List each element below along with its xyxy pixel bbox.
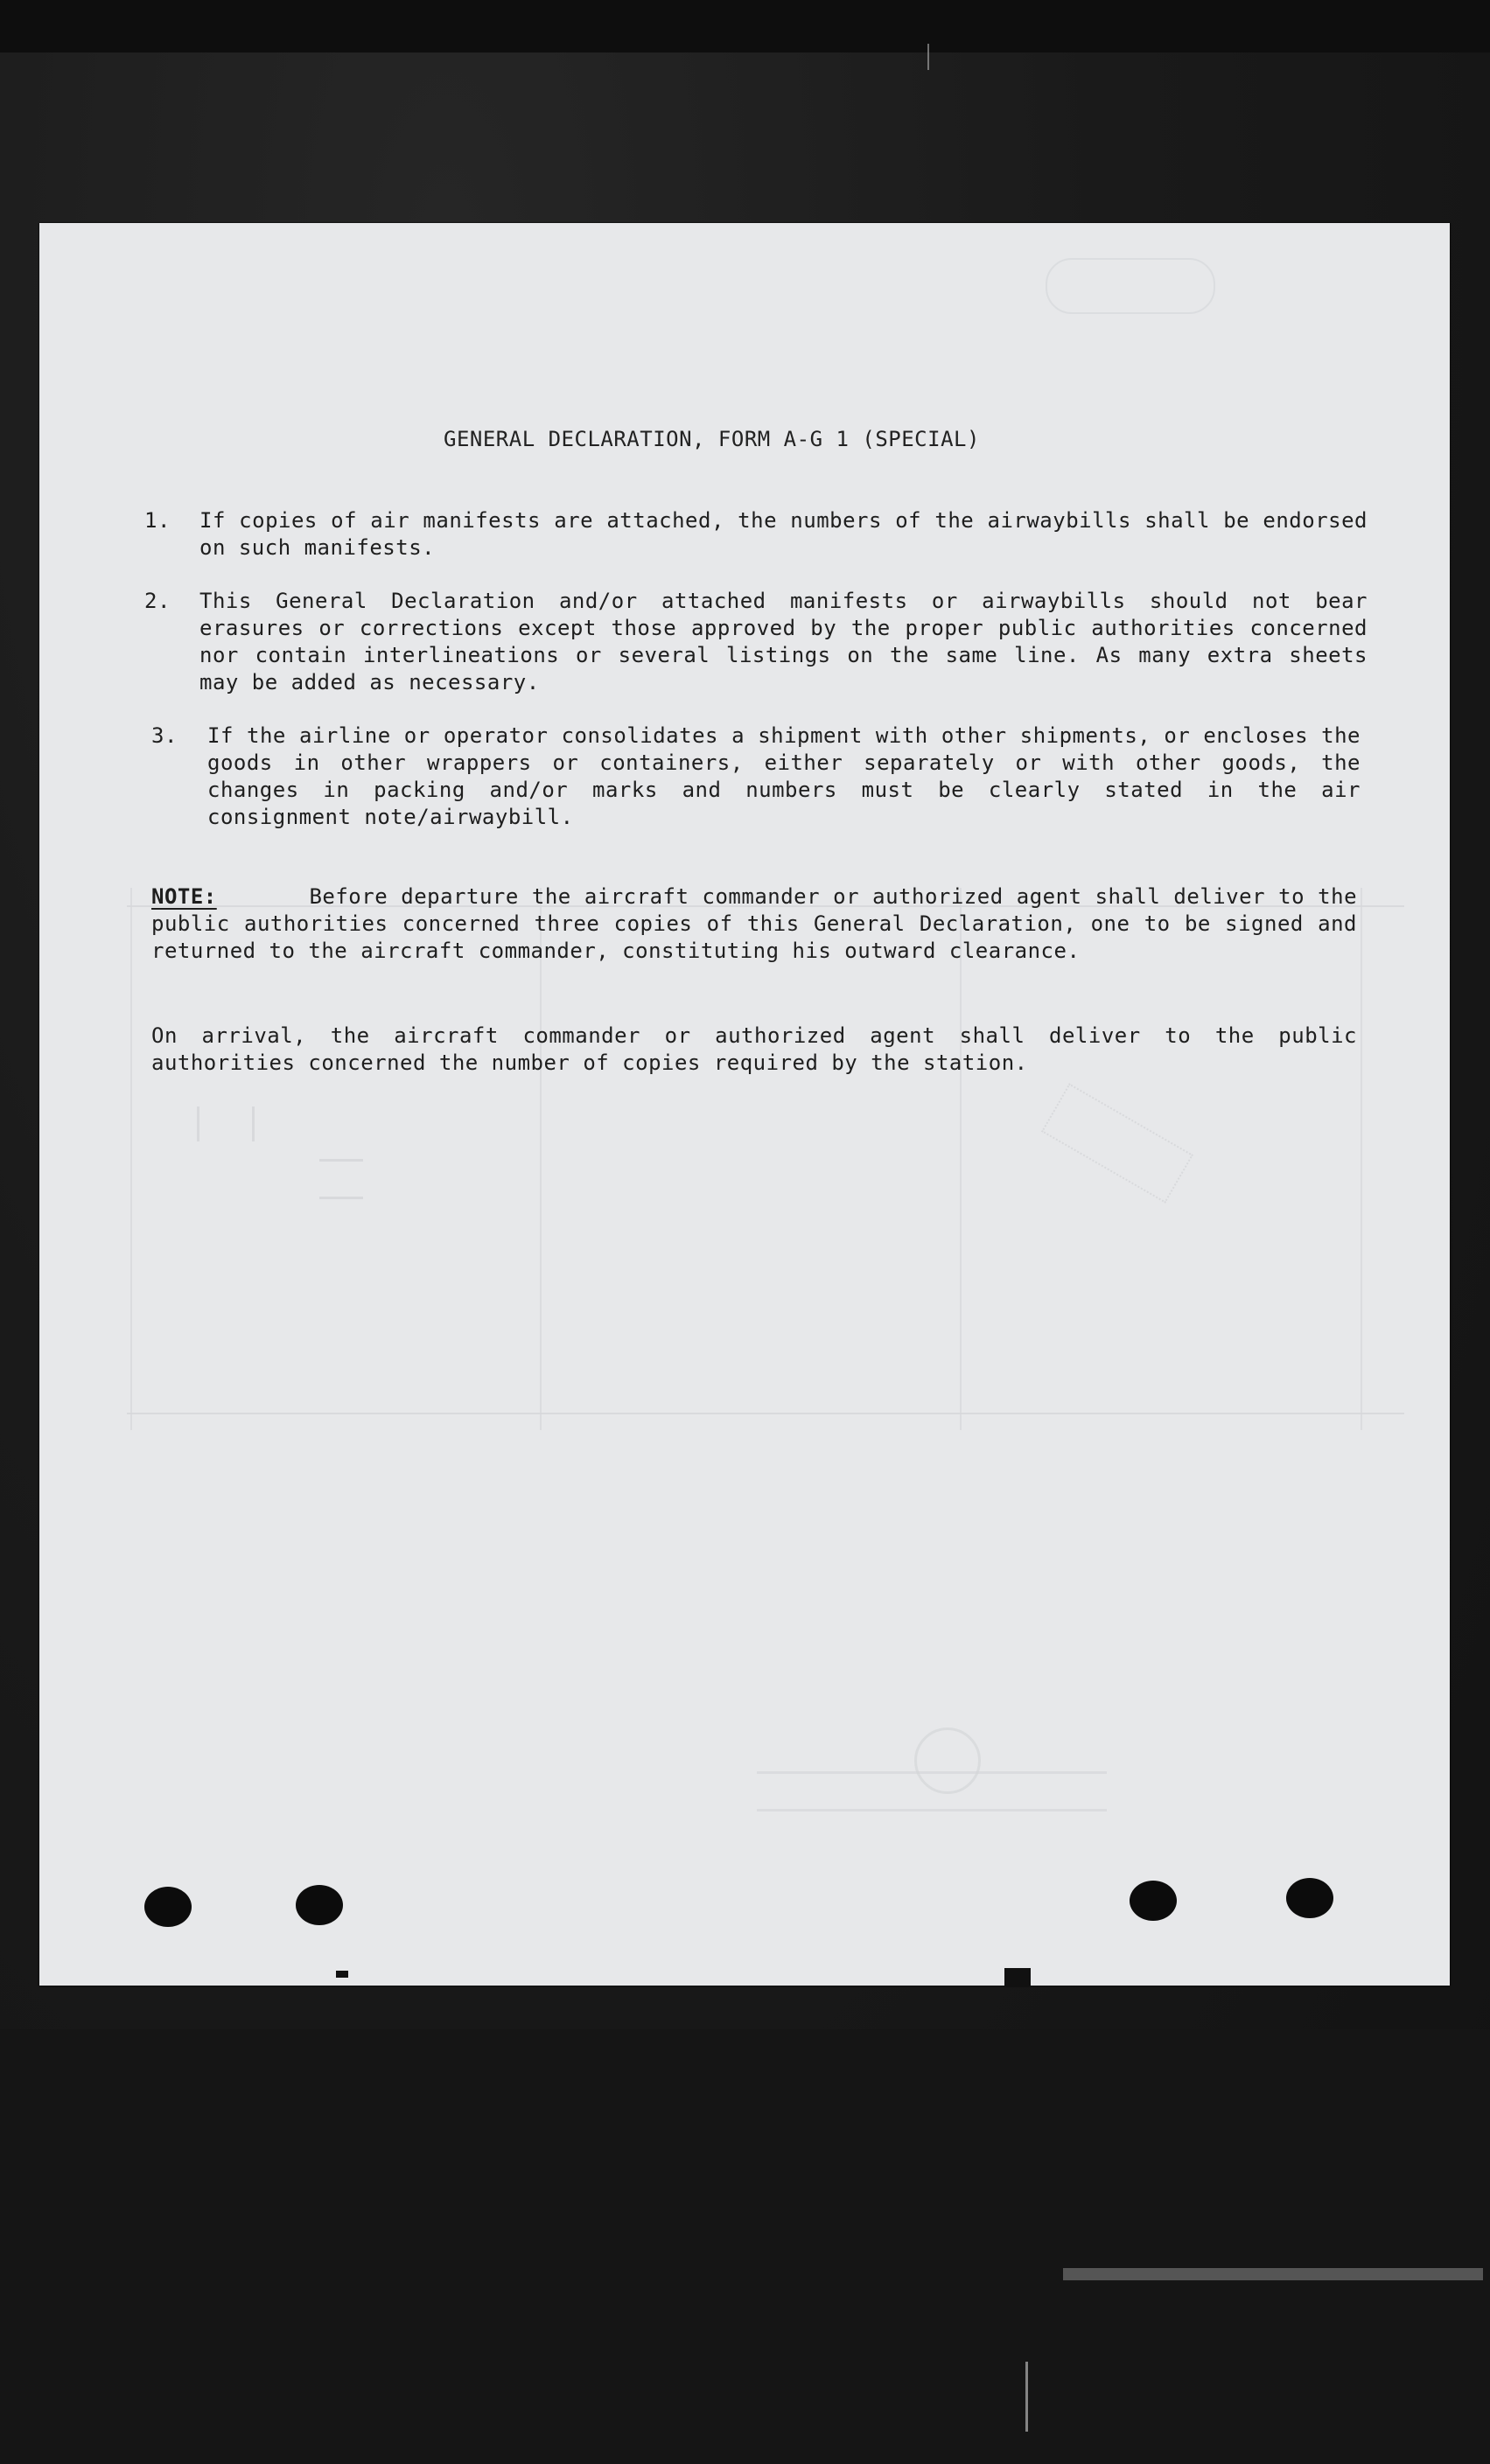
ghost-rule (960, 888, 962, 1430)
punch-hole (1286, 1878, 1333, 1918)
ghost-rule (130, 888, 132, 1430)
item-text: If copies of air manifests are attached, the numbers of the airwaybills shall be endorsed on such manifests. (199, 508, 1368, 560)
ghost-mark (197, 1106, 255, 1141)
item-number: 1. (144, 508, 171, 533)
item-number: 2. (144, 589, 171, 613)
punch-hole (144, 1887, 192, 1927)
note-label: NOTE: (151, 884, 217, 909)
film-bottom-band (0, 2029, 1490, 2464)
ghost-rule (1361, 888, 1362, 1430)
note-text: Before departure the aircraft commander or authorized agent shall deliver to the public authorities concerned three copies of this General Declaration, one to be signed and returned to the aircraft commander, constituting his outward clearance. (151, 884, 1358, 963)
ghost-rule (127, 1413, 1404, 1414)
film-scratch (1025, 2362, 1028, 2432)
item-text: This General Declaration and/or attached manifests or airwaybills should not bear erasures or corrections except those approved by the proper public authorities concerned nor contain interlineations or several listings on the same line. As many extra sheets may be added as necessary. (199, 589, 1368, 695)
ghost-mark (757, 1771, 1107, 1811)
film-scratch (1063, 2268, 1483, 2280)
punch-hole (296, 1885, 343, 1925)
ghost-stamp-mark (1041, 1083, 1193, 1203)
item-text: If the airline or operator consolidates a shipment with other shipments, or encloses the goods in other wrappers or containers, either separately or with other goods, the changes in packing and/or marks and numbers must be clearly stated in the air consignment note/airwaybill. (207, 723, 1361, 829)
note-spacer (230, 884, 296, 909)
ghost-mark (1046, 258, 1215, 314)
arrival-paragraph: On arrival, the aircraft commander or authorized agent shall deliver to the public authorities concerned the number of copies required by the station. (151, 1023, 1357, 1075)
note-paragraph (151, 883, 1357, 965)
ghost-rule (540, 888, 542, 1430)
punch-hole (1130, 1881, 1177, 1921)
item-number: 3. (151, 723, 178, 748)
document-title: GENERAL DECLARATION, FORM A-G 1 (SPECIAL) (444, 427, 980, 451)
edge-mark (1004, 1968, 1031, 1987)
film-scratch (927, 44, 929, 70)
film-top-band (0, 0, 1490, 52)
document-page (39, 223, 1450, 1986)
edge-mark (336, 1971, 348, 1978)
ghost-mark (319, 1159, 363, 1199)
